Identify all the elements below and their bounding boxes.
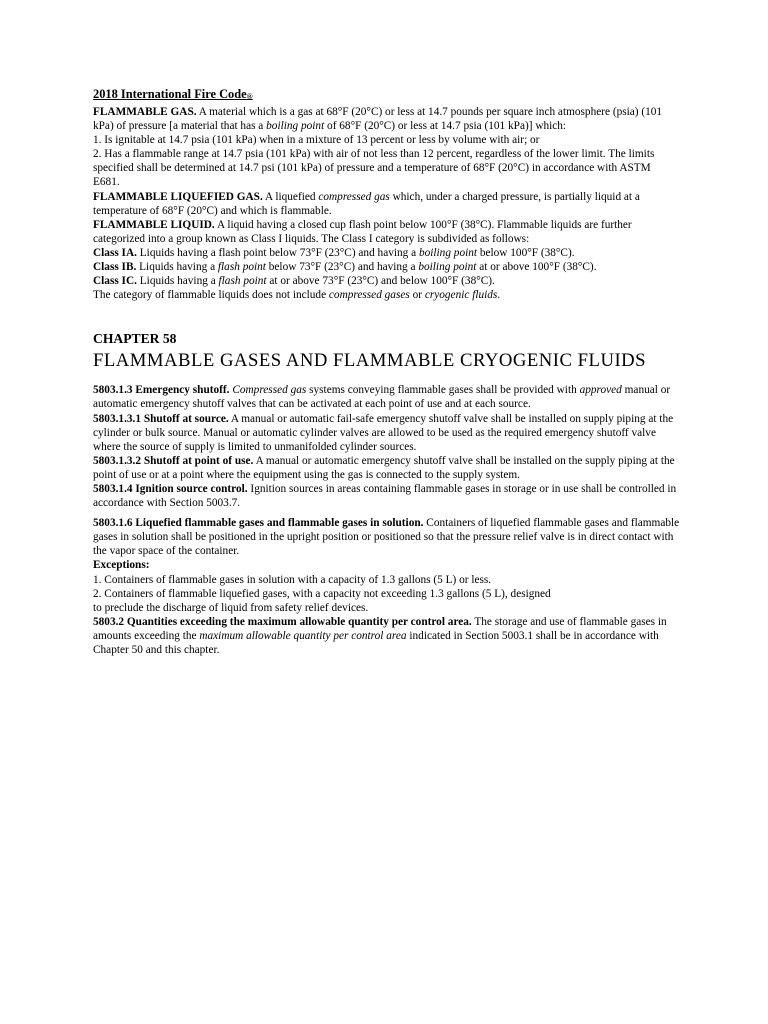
class-term: Class IC. [93, 275, 137, 288]
class-term-italic: boiling point [418, 246, 478, 259]
note-text: or [409, 289, 425, 302]
class-term-italic: flash point [217, 261, 266, 274]
exception-item: 1. Containers of flammable gases in solution with a capacity of 1.3 gallons (5 L) or less. [93, 573, 492, 586]
note-italic: cryogenic fluids [424, 289, 498, 302]
section-heading: 5803.1.4 Ignition source control. [93, 482, 248, 495]
section-heading: 5803.1.3.2 Shutoff at point of use. [93, 454, 254, 467]
class-text: Liquids having a [136, 261, 218, 274]
section-italic: maximum allowable quantity per control area [199, 629, 407, 642]
class-text: Liquids having a flash point below 73°F (23°C) and having a [136, 246, 419, 259]
exception-item: 2. Containers of flammable liquefied gases, with a capacity not exceeding 1.3 gallons (5 L), designed [93, 587, 551, 600]
section-5803-2 [93, 615, 680, 657]
definition-flammable-liquid [93, 218, 680, 246]
class-term-italic: flash point [218, 275, 267, 288]
document-title-text: 2018 International Fire Code [93, 87, 247, 101]
class-term: Class IB. [93, 261, 137, 274]
exceptions-label-text: Exceptions: [93, 559, 150, 572]
section-heading: 5803.1.3.1 Shutoff at source. [93, 412, 229, 425]
section-italic: Compressed gas [232, 384, 307, 397]
document-title [93, 86, 680, 105]
gas-criterion-2: 2. Has a flammable range at 14.7 psia (101 kPa) with air of not less than 12 percent, regardless of the lower limit. The limits specified shall be determined at 14.7 psi (101 kPa) of pressure and a temperature of 68°F (20°C) in accordance with ASTM E681. [93, 148, 655, 189]
section-5803-1-3-2 [93, 454, 680, 482]
class-ia [93, 246, 680, 260]
class-text: at or above 73°F (23°C) and below 100°F (38°C). [266, 275, 495, 288]
section-text: indicated in Section 5003.1 shall be in accordance with Chapter 50 and this chapter. [93, 629, 659, 656]
definition-term-italic: boiling point [266, 120, 325, 133]
class-ic [93, 274, 680, 288]
section-text: The storage and use of flammable gases in amounts exceeding the [93, 615, 667, 642]
definition-flammable-liquefied-gas [93, 190, 680, 218]
sections-block [93, 383, 680, 657]
section-text: Containers of liquefied flammable gases and flammable gases in solution shall be positioned in the upright position or positioned so that the pressure relief valve is in direct contact with the vapor space of the container. [93, 517, 680, 558]
registered-mark: ® [246, 92, 253, 101]
definition-term-italic: compressed gas [318, 190, 390, 203]
section-5803-1-6 [93, 516, 680, 558]
definition-text: of 68°F (20°C) or less at 14.7 psia (101 kPa)] which: [324, 120, 567, 133]
class-term-italic: boiling point [418, 261, 477, 274]
note-text: . [497, 289, 501, 302]
section-5803-1-3-1 [93, 412, 680, 454]
note-italic: compressed gases [328, 289, 410, 302]
class-text: Liquids having a [136, 275, 219, 288]
definition-flammable-gas [93, 105, 680, 133]
section-text: A manual or automatic emergency shutoff valve shall be installed on the supply piping at the point of use or at a point where the equipment using the gas is connected to the supply system. [93, 454, 675, 481]
exception-item: to preclude the discharge of liquid from safety relief devices. [93, 601, 369, 614]
class-ib [93, 260, 680, 274]
section-text: manual or automatic emergency shutoff valves that can be activated at each point of use and at each source. [93, 384, 671, 411]
definition-text: A material which is a gas at 68°F (20°C) or less at 14.7 pounds per square inch atmosphere (psia) (101 kPa) of pressure [a material that has a [93, 106, 663, 133]
chapter-number: CHAPTER 58 [93, 331, 177, 347]
definition-term: FLAMMABLE GAS. [93, 106, 197, 118]
section-heading: 5803.2 Quantities exceeding the maximum allowable quantity per control area. [93, 615, 472, 628]
definition-text: A liquefied [262, 190, 319, 203]
definition-term: FLAMMABLE LIQUID. [93, 218, 215, 231]
section-5803-1-3 [93, 383, 680, 411]
exceptions-label [93, 558, 680, 572]
section-italic: approved [579, 384, 622, 397]
class-text: at or above 100°F (38°C). [476, 261, 597, 274]
section-heading: 5803.1.6 Liquefied flammable gases and flammable gases in solution. [93, 517, 424, 530]
class-text: below 100°F (38°C). [477, 246, 575, 259]
category-note [93, 288, 680, 302]
section-5803-1-4 [93, 482, 680, 510]
definition-term: FLAMMABLE LIQUEFIED GAS. [93, 190, 263, 203]
class-text: below 73°F (23°C) and having a [265, 261, 419, 274]
gas-criterion-1: 1. Is ignitable at 14.7 psia (101 kPa) when in a mixture of 13 percent or less by volume with air; or [93, 134, 540, 147]
section-heading: 5803.1.3 Emergency shutoff. [93, 384, 230, 397]
chapter-title: FLAMMABLE GASES AND FLAMMABLE CRYOGENIC FLUIDS [93, 350, 647, 372]
definition-text: which, under a charged pressure, is partially liquid at a temperature of 68°F (20°C) and which is flammable. [93, 190, 640, 217]
section-text: Ignition sources in areas containing flammable gases in storage or in use shall be controlled in accordance with Section 5003.7. [93, 482, 677, 510]
class-term: Class IA. [93, 246, 137, 259]
note-text: The category of flammable liquids does not include [93, 289, 329, 302]
section-text: A manual or automatic fail-safe emergency shutoff valve shall be installed on supply piping at the cylinder or bulk source. Manual or automatic cylinder valves are allowed to be used as the required emergency shutoff valve where the source of supply is limited to unmanifolded cylinder sources. [93, 412, 674, 453]
section-text: systems conveying flammable gases shall be provided with [306, 384, 580, 397]
definitions-block [93, 105, 680, 302]
definition-text: A liquid having a closed cup flash point below 100°F (38°C). Flammable liquids are further categorized into a group known as Class I liquids. The Class I category is subdivided as follows: [93, 218, 632, 245]
